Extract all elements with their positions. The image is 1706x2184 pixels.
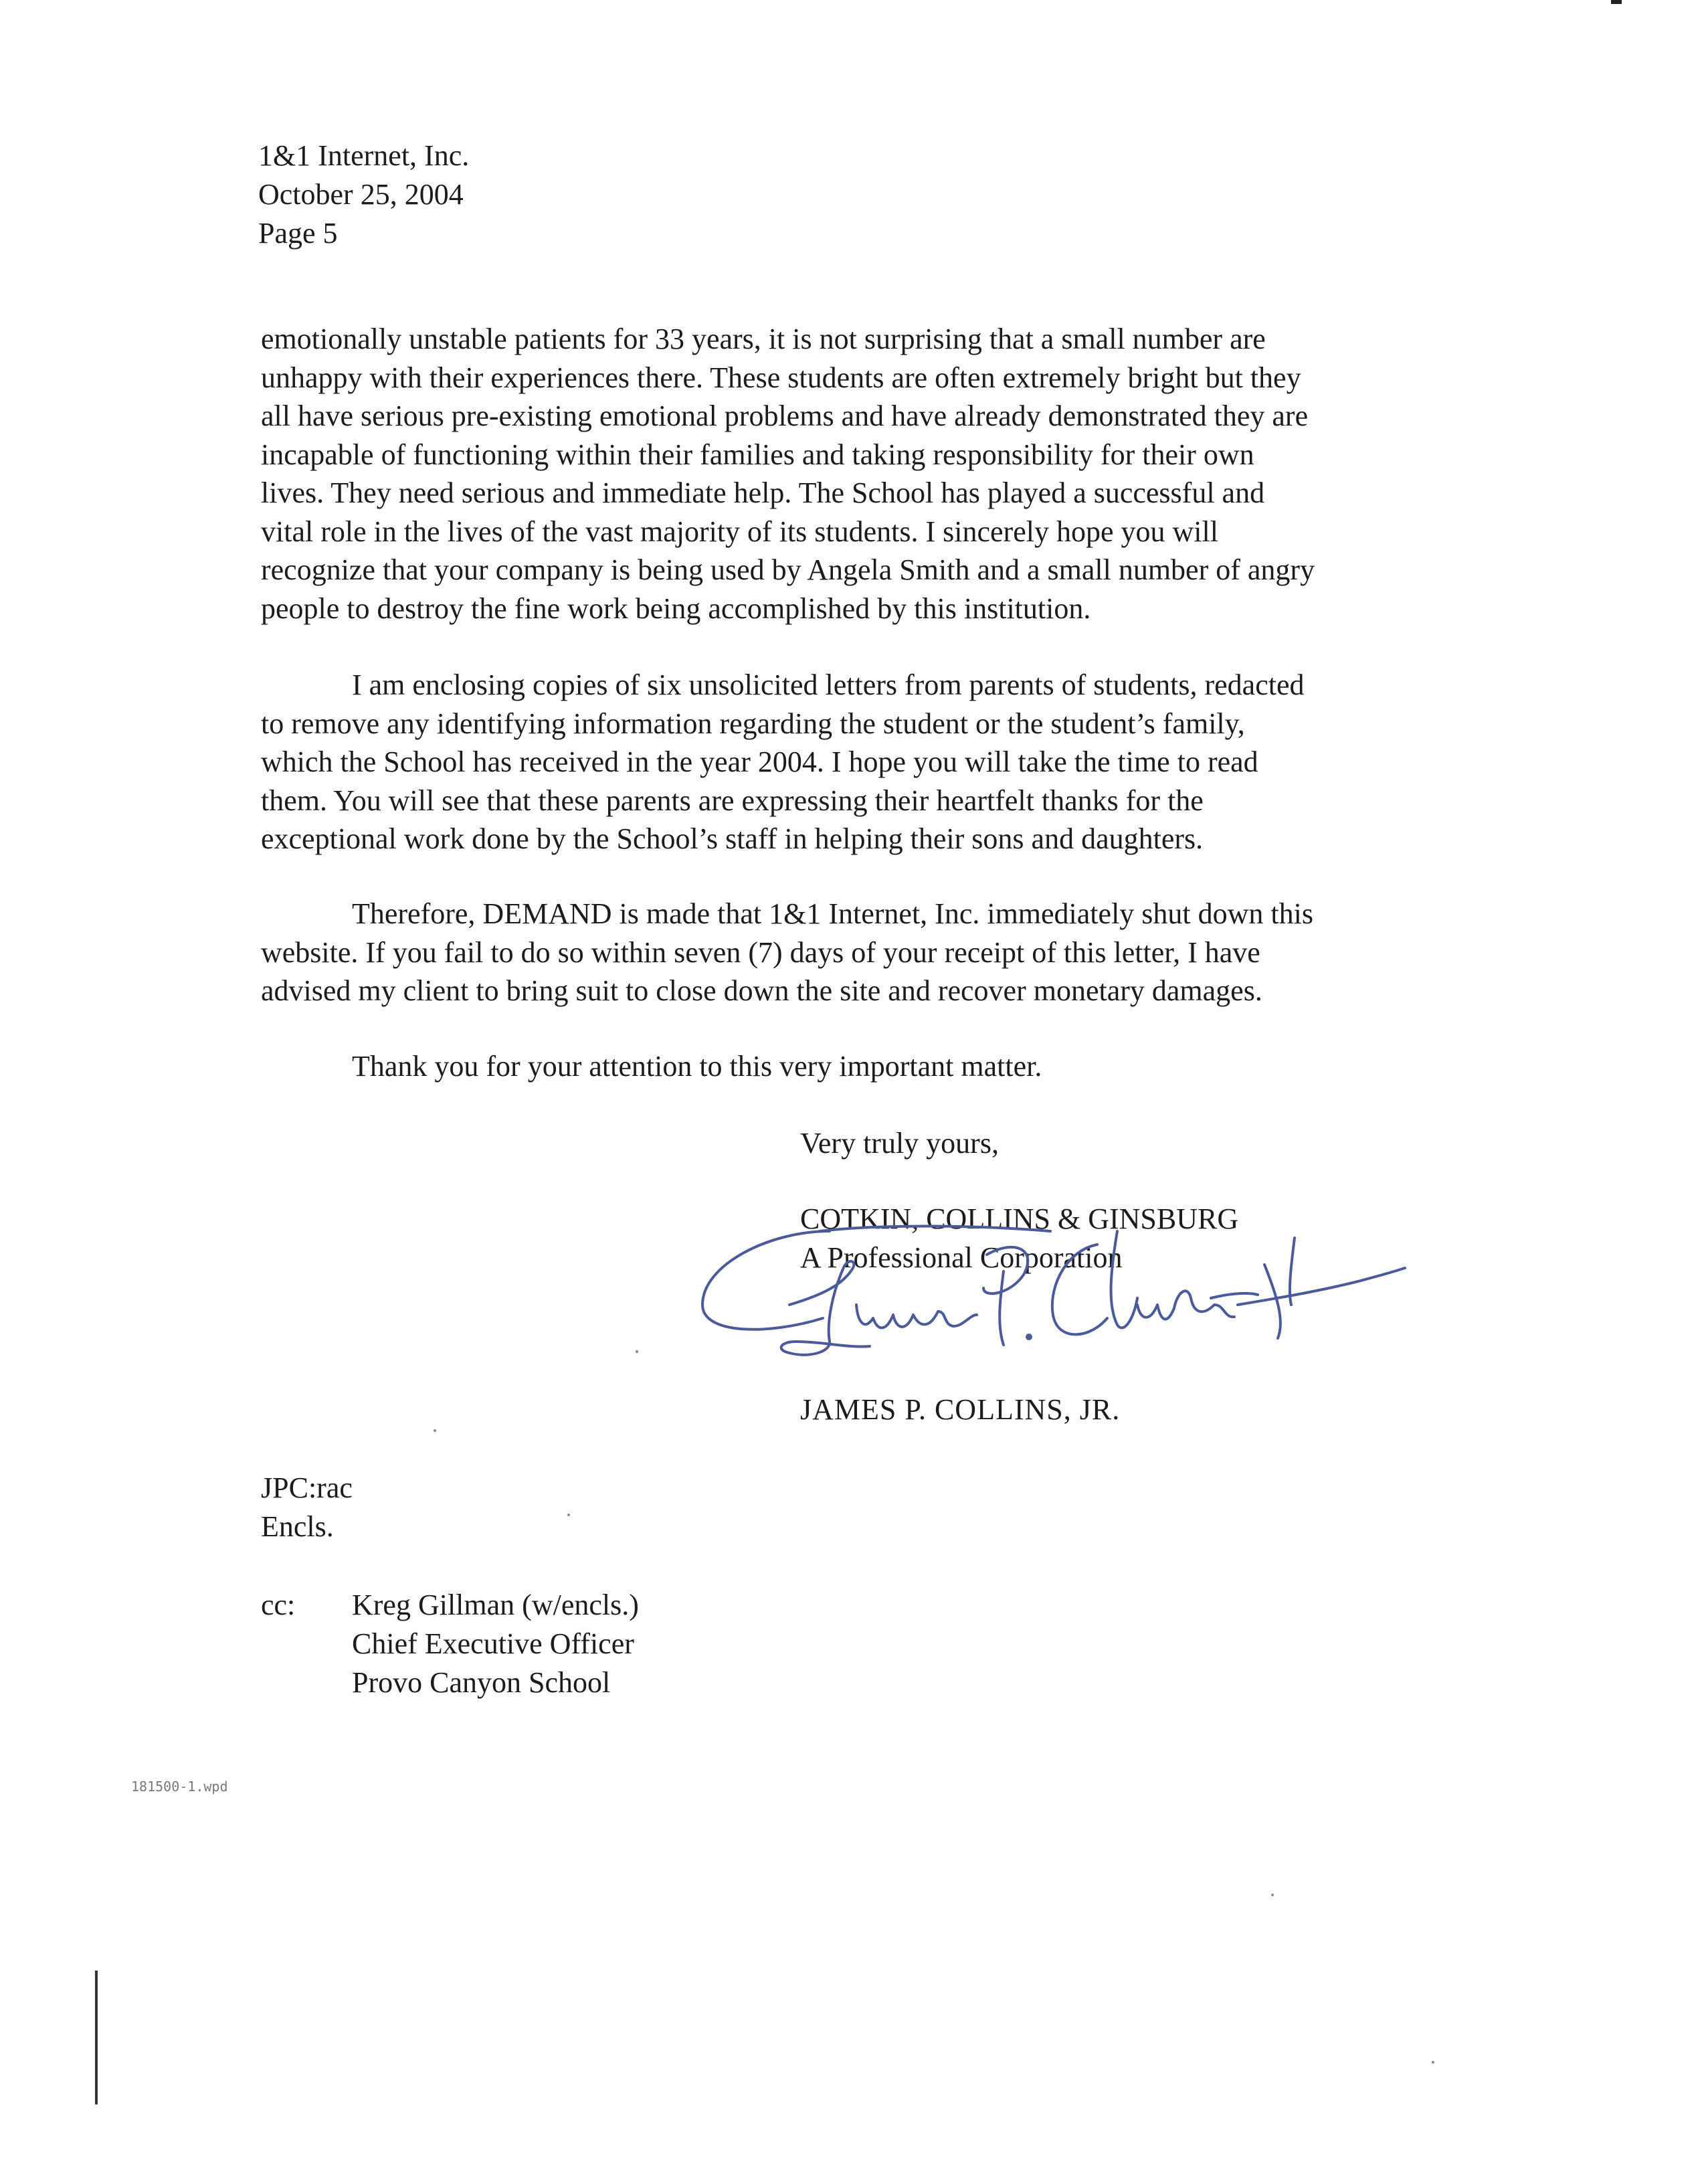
text-line: vital role in the lives of the vast majority of its students. I sincerely hope you will [261, 515, 1218, 548]
text-line: unhappy with their experiences there. These students are often extremely bright but they [261, 361, 1301, 394]
scan-speck [1271, 1894, 1274, 1896]
cc-label: cc: [261, 1588, 296, 1621]
text-line: emotionally unstable patients for 33 years, it is not surprising that a small number are [261, 323, 1266, 355]
scan-speck [567, 1514, 570, 1516]
scan-speck [434, 1429, 436, 1432]
scan-corner-mark [1611, 0, 1622, 4]
text-line: all have serious pre-existing emotional problems and have already demonstrated they are [261, 399, 1309, 432]
scan-margin-line [95, 1971, 98, 2104]
letter-header [258, 136, 469, 253]
text-line: which the School has received in the year 2004. I hope you will take the time to read [261, 745, 1258, 778]
cc-recipients [352, 1586, 639, 1702]
recipient-name: 1&1 Internet, Inc. [258, 139, 470, 172]
firm-type: A Professional Corporation [800, 1241, 1123, 1274]
scan-speck [636, 1350, 638, 1353]
body-paragraph-4 [261, 1047, 1438, 1086]
firm-name: COTKIN, COLLINS & GINSBURG [800, 1202, 1239, 1235]
cc-line: Provo Canyon School [352, 1666, 611, 1699]
text-line: people to destroy the fine work being accomplished by this institution. [261, 592, 1091, 625]
text-line: Thank you for your attention to this very important matter. [352, 1050, 1042, 1083]
body-paragraph-3 [261, 895, 1438, 1010]
text-line: advised my client to bring suit to close down the site and recover monetary damages. [261, 974, 1262, 1007]
body-paragraph-2 [261, 666, 1438, 858]
file-code: 181500-1.wpd [131, 1779, 228, 1795]
text-line: exceptional work done by the School’s staff in helping their sons and daughters. [261, 822, 1204, 855]
typist-initials-block [261, 1469, 353, 1546]
text-line: incapable of functioning within their families and taking responsibility for their own [261, 438, 1254, 471]
typist-initials: JPC:rac [261, 1471, 353, 1504]
enclosures-note: Encls. [261, 1510, 334, 1543]
text-line: to remove any identifying information regarding the student or the student’s family, [261, 707, 1245, 740]
scan-speck [1432, 2061, 1434, 2064]
text-line: them. You will see that these parents are expressing their heartfelt thanks for the [261, 784, 1204, 817]
body-paragraph-1 [261, 320, 1438, 628]
text-line: website. If you fail to do so within seven (7) days of your receipt of this letter, I have [261, 935, 1260, 969]
handwritten-signature [689, 1204, 1412, 1378]
cc-line: Kreg Gillman (w/encls.) [352, 1588, 639, 1621]
text-line: recognize that your company is being used by Angela Smith and a small number of angry [261, 553, 1315, 586]
valediction: Very truly yours, [800, 1127, 999, 1160]
letter-date: October 25, 2004 [258, 178, 464, 211]
signer-name: JAMES P. COLLINS, JR. [800, 1393, 1121, 1426]
cc-line: Chief Executive Officer [352, 1627, 634, 1660]
text-line: Therefore, DEMAND is made that 1&1 Internet, Inc. immediately shut down this [352, 897, 1313, 930]
text-line: I am enclosing copies of six unsolicited letters from parents of students, redacted [352, 668, 1305, 701]
page-number: Page 5 [258, 217, 338, 250]
text-line: lives. They need serious and immediate help. The School has played a successful and [261, 476, 1265, 509]
